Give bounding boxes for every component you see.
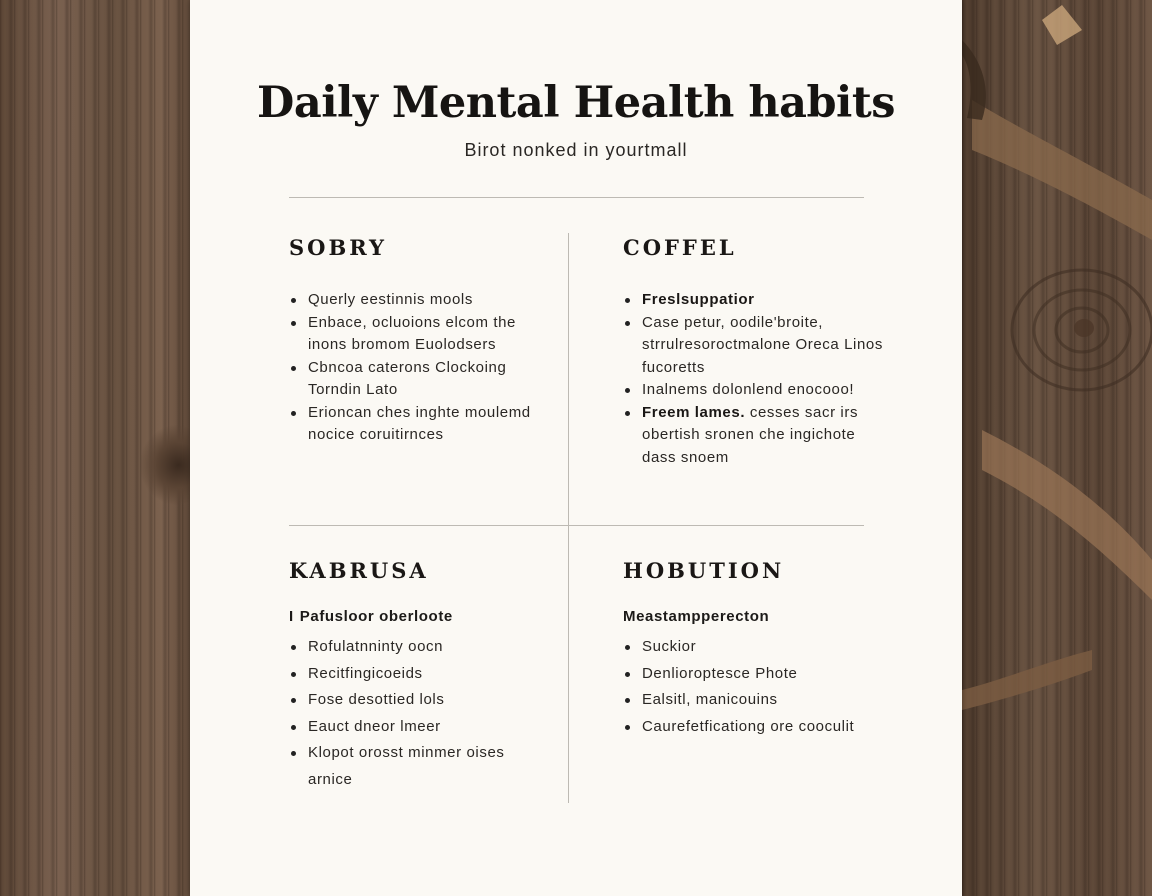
list-item: Cbncoa caterons Clockoing Torndin Lato <box>289 357 549 402</box>
list-item: Inalnems dolonlend enocooo! <box>623 379 883 402</box>
list-item: Querly eestinnis mools <box>289 289 549 312</box>
section-kabrusa <box>289 558 549 793</box>
habit-list <box>623 289 883 469</box>
section-heading: KABRUSA <box>289 558 429 583</box>
list-item: Caurefetficationg ore cooculit <box>623 714 883 741</box>
list-item-text: cesses sacr irs obertish sronen che ingichote dass snoem <box>642 403 859 466</box>
section-lead <box>289 606 549 628</box>
section-coffel <box>623 235 883 469</box>
habit-list <box>289 289 549 447</box>
list-item: Denlioroptesce Phote <box>623 661 883 688</box>
list-item: Enbace, ocluoions elcom the inons bromom Euolodsers <box>289 312 549 357</box>
section-hobution <box>623 558 883 740</box>
section-heading: COFFEL <box>623 235 737 260</box>
section-heading: SOBRY <box>289 235 388 260</box>
list-item: Case petur, oodile'broite, strrulresoroctmalone Oreca Linos fucoretts <box>623 312 883 380</box>
list-item <box>623 289 883 312</box>
section-lead: Meastampperecton <box>623 608 770 625</box>
paper-sheet <box>190 0 962 896</box>
list-item-lead: Freem lames. <box>642 403 746 421</box>
page-title: Daily Mental Health habits <box>257 78 895 128</box>
list-item: Recitfingicoeids <box>289 661 549 688</box>
lead-mark: I <box>289 608 294 625</box>
list-item: Rofulatnninty oocn <box>289 634 549 661</box>
habit-list <box>623 634 883 740</box>
lead-text: Pafusloor oberloote <box>299 608 453 625</box>
list-item: Klopot orosst minmer oises arnice <box>289 740 549 793</box>
divider-top <box>289 197 864 198</box>
divider-middle <box>289 525 864 526</box>
list-item: Eauct dneor lmeer <box>289 714 549 741</box>
list-item: Ealsitl, manicouins <box>623 687 883 714</box>
divider-vertical <box>568 233 569 803</box>
section-sobry <box>289 235 549 447</box>
page-subtitle: Birot nonked in yourtmall <box>464 140 688 160</box>
habit-list <box>289 634 549 793</box>
list-item: Suckior <box>623 634 883 661</box>
list-item: Fose desottied lols <box>289 687 549 714</box>
list-item: Erioncan ches inghte moulemd nocice coruitirnces <box>289 402 549 447</box>
list-item-text: Freslsuppatior <box>642 291 755 308</box>
wood-shavings-decoration <box>962 0 1152 896</box>
section-heading: HOBUTION <box>623 558 785 583</box>
list-item <box>623 402 883 470</box>
